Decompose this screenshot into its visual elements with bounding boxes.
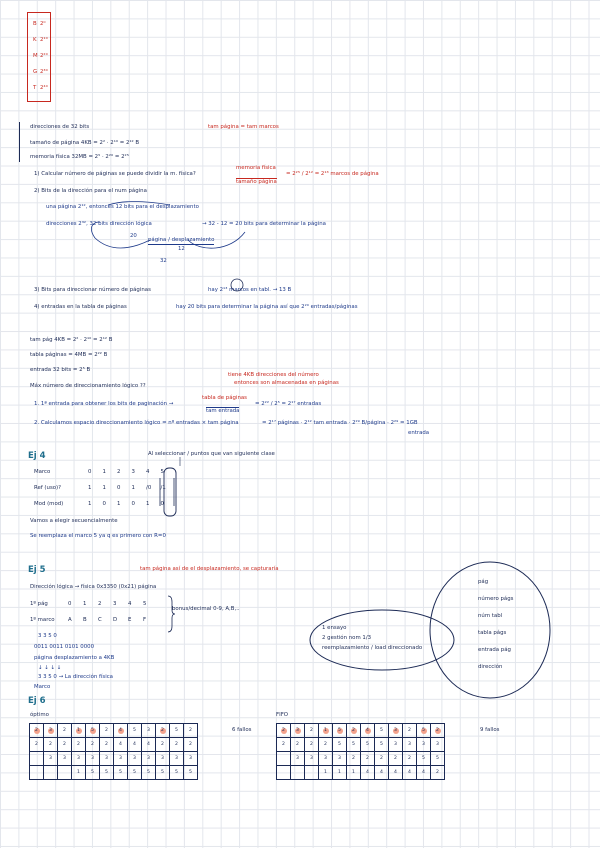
ej5-pag-cell: 3 <box>113 601 117 607</box>
ej5-marco-cell: C <box>98 617 102 623</box>
table-cell: 3 <box>333 752 347 766</box>
fifo-label: FIFO <box>276 712 289 718</box>
q1-result: = 2²⁵ / 2¹² = 2¹³ marcos de página <box>286 171 379 177</box>
unit-power: 2²⁰ <box>40 53 48 59</box>
ellipse-item: 2 gestión nom 1/3 <box>322 635 372 641</box>
ej4-cell: 5 <box>160 469 164 475</box>
fault-marker: 2 <box>161 727 164 733</box>
direcciones-text: direcciones de 32 bits <box>30 124 90 130</box>
ej4-line1: Vamos a elegir secuencialmente <box>30 518 118 524</box>
unit-power: 2⁰ <box>40 21 46 27</box>
table-cell: 5 <box>417 752 431 766</box>
fault-marker: 5 <box>91 727 94 733</box>
table-cell: 3 <box>100 752 114 766</box>
q2-n12: 12 <box>178 246 185 252</box>
q2-n32: 32 <box>160 258 167 264</box>
table-cell: 3 <box>44 752 58 766</box>
ej5-marco-cell: A <box>68 617 72 623</box>
ej5-pag-cell: 5 <box>143 601 147 607</box>
table-cell: 3 <box>184 752 198 766</box>
table-cell: 5 <box>184 766 198 780</box>
ej4-cell: 1 <box>88 501 92 507</box>
fault-marker: 3 <box>296 727 299 733</box>
q2-n20: 20 <box>130 233 137 239</box>
ej5-pag-label: 1º pág <box>30 601 48 607</box>
ej5-pag-cell: 4 <box>128 601 132 607</box>
table-cell: 5 <box>114 766 128 780</box>
fault-marker: 4 <box>366 727 369 733</box>
table-cell: 3 <box>114 752 128 766</box>
block2-l2: tabla páginas = 4MB = 2²² B <box>30 352 108 358</box>
table-cell: 5 <box>375 738 389 752</box>
table-cell: 5 <box>86 766 100 780</box>
circle-item: entrada pág <box>478 647 511 653</box>
circle-item: tabla págs <box>478 630 507 636</box>
table-cell: 2 <box>291 738 305 752</box>
ej4-cell: 3 <box>131 469 135 475</box>
ej4-cell: 2 <box>117 469 121 475</box>
question-2: 2) Bits de la dirección para el num página <box>34 188 147 194</box>
unit-letter: M <box>33 53 38 59</box>
fault-marker: 3 <box>49 727 52 733</box>
circle-item: dirección <box>478 664 503 670</box>
ej4-cell: /0 <box>146 485 152 491</box>
block2-i1-den: tam entrada <box>206 408 240 414</box>
ej4-row-label: Ref (uso)? <box>34 485 62 491</box>
block2-i2-eq: = 2¹⁷ páginas · 2¹² tam entrada · 2²⁹ B/página · 2²⁹ = 1GB <box>262 420 418 426</box>
table-cell: 2 <box>319 738 333 752</box>
table-cell: 2 <box>184 738 198 752</box>
ej5-brace: bonus/decimal 0-9, A,B,.. <box>172 606 240 612</box>
table-cell: 2 <box>184 724 198 738</box>
table-cell: 4 <box>361 766 375 780</box>
table-cell: 3 <box>403 738 417 752</box>
fault-marker: 3 <box>394 727 397 733</box>
circle-item: pág <box>478 579 489 585</box>
ej5-marco-cell: B <box>83 617 87 623</box>
block2-note2: entonces son almacenadas en páginas <box>234 380 339 386</box>
table-cell: 3 <box>156 752 170 766</box>
question-3: 3) Bits para direccionar número de páginas <box>34 287 151 293</box>
table-cell: 2 <box>58 738 72 752</box>
table-cell: 5 <box>128 766 142 780</box>
block2-i1: 1. 1ª entrada para obtener los bits de paginación → <box>34 401 174 407</box>
block2-l3: entrada 32 bits = 2⁵ B <box>30 367 91 373</box>
table-cell: 4 <box>114 738 128 752</box>
table-cell: 3 <box>128 752 142 766</box>
table-cell: 4 <box>403 766 417 780</box>
table-cell: 5 <box>128 724 142 738</box>
table-cell: 2 <box>277 738 291 752</box>
unit-letter: T <box>33 85 37 91</box>
unit-power: 2⁴⁰ <box>40 85 48 91</box>
ej4-cell: 1 <box>102 485 106 491</box>
fifo-faults: 9 fallos <box>480 727 500 733</box>
unit-letter: G <box>33 69 38 75</box>
table-cell: 5 <box>361 738 375 752</box>
table-cell: 2 <box>305 738 319 752</box>
fault-marker: 2 <box>282 727 285 733</box>
table-cell: 3 <box>86 752 100 766</box>
block2-i1-num: tabla de páginas <box>202 395 247 401</box>
ej4-note: Al seleccionar / puntos que van siguiente clase <box>148 451 275 457</box>
ej5-bits-last: Marco <box>34 684 51 690</box>
ej5-dir: Dirección lógica → física 0x3350 (0x21) página <box>30 584 157 590</box>
fault-marker: 2 <box>352 727 355 733</box>
ellipse-item: reemplazamiento / load direccionado <box>322 645 423 651</box>
block2-l4: Máx número de direccionamiento lógico ?? <box>30 383 146 389</box>
table-cell: 2 <box>170 738 184 752</box>
fault-marker: 2 <box>436 727 439 733</box>
ej5-marco-label: 1º marco <box>30 617 55 623</box>
table-cell: 3 <box>389 738 403 752</box>
block2-i1-eq: = 2²² / 2⁵ = 2¹⁷ entradas <box>255 401 322 407</box>
tam-pagina-red-note: tam página = tam marcos <box>208 124 279 130</box>
table-cell: 5 <box>170 766 184 780</box>
q1-fraction-den: tamaño página <box>236 179 277 185</box>
q3-result: hay 2¹³ marcos en tabl. → 13 B <box>208 287 292 293</box>
ej5-title: Ej 5 <box>28 565 46 575</box>
table-cell: 3 <box>58 752 72 766</box>
ej5-marco-cell: D <box>113 617 118 623</box>
fault-marker: 5 <box>422 727 425 733</box>
table-cell: 1 <box>333 766 347 780</box>
table-cell: 2 <box>72 738 86 752</box>
fault-marker: 1 <box>77 727 80 733</box>
table-cell: 4 <box>142 738 156 752</box>
table-cell: 2 <box>347 752 361 766</box>
table-cell: 5 <box>170 724 184 738</box>
table-cell: 2 <box>58 724 72 738</box>
ej5-red-note: tam página así de el desplazamiento, se capturaría <box>140 566 279 572</box>
table-cell: 3 <box>305 752 319 766</box>
unit-letter: K <box>33 37 37 43</box>
table-cell: 2 <box>100 724 114 738</box>
table-cell: 2 <box>156 738 170 752</box>
ej4-cell: 1 <box>102 469 106 475</box>
ej5-pag-cell: 2 <box>98 601 102 607</box>
table-cell: 3 <box>431 738 445 752</box>
q2-direcciones: direcciones 2³², 32 bits dirección lógica <box>46 221 152 227</box>
ej4-cell: 1 <box>131 485 135 491</box>
unit-letter: B <box>33 21 37 27</box>
table-cell: 2 <box>86 738 100 752</box>
ej5-bits-arrows: ↓ ↓ ↓ ↓ <box>38 665 62 671</box>
ej5-bits-head: 3 3 5 0 <box>38 633 57 639</box>
table-cell: 1 <box>72 766 86 780</box>
table-cell: 2 <box>305 724 319 738</box>
table-cell: 3 <box>142 752 156 766</box>
table-cell: 3 <box>291 752 305 766</box>
block2-i2-extra: entrada <box>408 430 430 436</box>
ej5-pag-cell: 0 <box>68 601 72 607</box>
ej4-cell: 0 <box>131 501 135 507</box>
table-cell: 3 <box>417 738 431 752</box>
ej5-marco-cell: E <box>128 617 132 623</box>
block2-i2: 2. Calculamos espacio direccionamiento lógico = nº entradas × tam página <box>34 420 239 426</box>
ej4-cell: 1 <box>88 485 92 491</box>
table-cell: 2 <box>44 738 58 752</box>
ej4-cell: 0 <box>102 501 106 507</box>
table-cell: 2 <box>403 752 417 766</box>
table-cell: 4 <box>128 738 142 752</box>
ej4-cell: 1 <box>117 501 121 507</box>
unit-power: 2³⁰ <box>40 69 48 75</box>
optimo-faults: 6 fallos <box>232 727 252 733</box>
circle-item: número págs <box>478 596 514 602</box>
circle-item: núm tabl <box>478 613 503 619</box>
table-cell: 3 <box>319 752 333 766</box>
table-cell: 2 <box>403 724 417 738</box>
table-cell: 5 <box>347 738 361 752</box>
table-cell: 5 <box>142 766 156 780</box>
ej4-title: Ej 4 <box>28 451 46 461</box>
ej4-row-label: Marco <box>34 469 51 475</box>
ej4-cell: 4 <box>146 469 150 475</box>
table-cell: 2 <box>361 752 375 766</box>
fault-marker: 1 <box>324 727 327 733</box>
ej5-marco-cell: F <box>143 617 147 623</box>
q1-fraction-num: memoria física <box>236 165 276 171</box>
ej4-cell: 0 <box>160 501 164 507</box>
fault-marker: 5 <box>338 727 341 733</box>
q2-formula: página / desplazamiento <box>148 238 214 245</box>
ej4-cell: /1 <box>160 485 166 491</box>
ej4-cell: 1 <box>146 501 150 507</box>
q2-line: una página 2¹², entonces 12 bits para el desplazamiento <box>46 204 199 210</box>
ej5-pag-cell: 1 <box>83 601 87 607</box>
table-cell: 5 <box>100 766 114 780</box>
table-cell: 2 <box>100 738 114 752</box>
table-cell: 1 <box>347 766 361 780</box>
table-cell: 5 <box>333 738 347 752</box>
block2-note: tiene 4KB direcciones del número <box>228 372 319 378</box>
table-cell: 4 <box>389 766 403 780</box>
q2-result: → 32 - 12 = 20 bits para determinar la página <box>202 221 326 227</box>
fault-marker: 4 <box>119 727 122 733</box>
optimo-label: óptimo <box>30 712 49 718</box>
question-4: 4) entradas en la tabla de páginas <box>34 304 127 310</box>
table-cell: 1 <box>319 766 333 780</box>
question-1: 1) Calcular número de páginas se puede dividir la m. física? <box>34 171 196 177</box>
table-cell: 4 <box>417 766 431 780</box>
ej4-cell: 0 <box>88 469 92 475</box>
table-cell: 2 <box>375 752 389 766</box>
q4-result: hay 20 bits para determinar la página así que 2²⁰ entradas/páginas <box>176 304 358 310</box>
table-cell: 2 <box>30 738 44 752</box>
table-cell: 2 <box>431 766 445 780</box>
ej5-bits-caption: página desplazamiento a 4KB <box>34 655 115 661</box>
table-cell: 3 <box>142 724 156 738</box>
ej4-line2: Se reemplaza el marco 5 ya q es primero con R=0 <box>30 533 166 539</box>
ej6-title: Ej 6 <box>28 696 46 706</box>
ej4-row-label: Mod (mod) <box>34 501 64 507</box>
table-cell: 3 <box>72 752 86 766</box>
ej4-cell: 0 <box>117 485 121 491</box>
table-cell: 2 <box>389 752 403 766</box>
table-cell: 5 <box>156 766 170 780</box>
table-cell: 5 <box>375 724 389 738</box>
ellipse-item: 1 ensayo <box>322 625 347 631</box>
unit-power: 2¹⁰ <box>40 37 48 43</box>
tam-pagina-text: tamaño de página 4KB = 2² · 2¹⁰ = 2¹² B <box>30 140 140 146</box>
memoria-fisica-text: memoria física 32MB = 2⁵ · 2²⁰ = 2²⁵ <box>30 154 129 160</box>
table-cell: 3 <box>170 752 184 766</box>
table-cell: 5 <box>431 752 445 766</box>
ej5-bits-values: 3 3 5 0 → La dirección física <box>38 674 113 680</box>
table-cell: 4 <box>375 766 389 780</box>
fault-marker: 2 <box>35 727 38 733</box>
ej5-bits: 0011 0011 0101 0000 <box>34 644 95 650</box>
block2-l1: tam pág 4KB = 2² · 2¹⁰ = 2¹² B <box>30 337 113 343</box>
